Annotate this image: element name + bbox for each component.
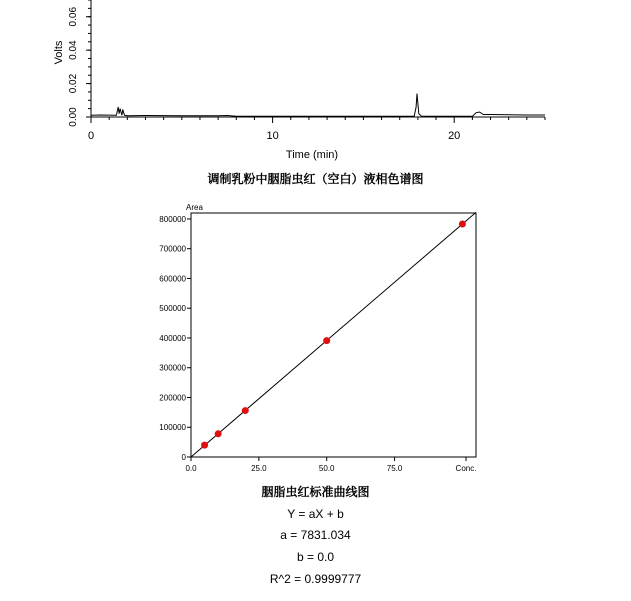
calibration-x-tick-label: 50.0	[318, 464, 335, 473]
calibration-y-tick-label: 200000	[159, 393, 186, 403]
calibration-point	[459, 221, 466, 228]
chromatogram-title: 调制乳粉中胭脂虫红（空白）液相色谱图	[207, 172, 424, 186]
calibration-y-tick-label: 700000	[159, 244, 186, 254]
calibration-chart	[159, 203, 476, 473]
calibration-point	[201, 442, 208, 449]
chromatogram-x-tick-label: 10	[266, 130, 279, 142]
calibration-x-ticks	[185, 457, 476, 473]
calibration-point	[242, 407, 249, 414]
chromatogram-y-tick-label: 0.06	[68, 6, 79, 27]
chromatogram-x-tick-label: 0	[87, 130, 95, 142]
chromatogram-y-axis-label: Volts	[53, 40, 65, 65]
calibration-y-tick-label: 400000	[159, 333, 186, 343]
calibration-point	[323, 337, 330, 344]
equation-formula: Y = aX + b	[287, 507, 344, 521]
chromatogram-y-tick-label: 0.00	[68, 107, 79, 127]
equation-intercept: b = 0.0	[296, 550, 335, 564]
chromatogram-chart	[53, 0, 545, 161]
chromatogram-trace	[91, 94, 545, 117]
chromatogram-x-tick-label: 20	[448, 130, 461, 142]
chromatogram-y-tick-label: 0.02	[68, 73, 79, 94]
chromatogram-y-ticks	[68, 0, 91, 127]
calibration-y-tick-label: 800000	[159, 214, 186, 224]
calibration-y-tick-label: 100000	[159, 423, 186, 433]
equation-slope: a = 7831.034	[280, 528, 351, 542]
calibration-x-tick-label: 0.0	[185, 464, 197, 473]
calibration-y-axis-label: Area	[186, 203, 203, 212]
calibration-x-tick-label: 75.0	[386, 464, 403, 473]
calibration-title: 胭脂虫红标准曲线图	[261, 485, 370, 499]
chromatogram-y-tick-label: 0.04	[68, 40, 79, 60]
calibration-y-tick-label: 300000	[159, 363, 186, 373]
calibration-y-tick-label: 600000	[159, 274, 186, 284]
calibration-y-tick-label: 0	[181, 453, 186, 462]
calibration-x-tick-label: Conc.	[455, 464, 477, 473]
calibration-point	[215, 430, 222, 437]
equation-r-squared: R^2 = 0.9999777	[269, 572, 362, 586]
calibration-y-ticks	[159, 215, 191, 462]
calibration-x-tick-label: 25.0	[251, 464, 267, 473]
chromatogram-x-ticks	[88, 117, 545, 142]
chromatogram-x-axis-label: Time (min)	[285, 149, 339, 161]
calibration-y-tick-label: 500000	[159, 304, 186, 314]
